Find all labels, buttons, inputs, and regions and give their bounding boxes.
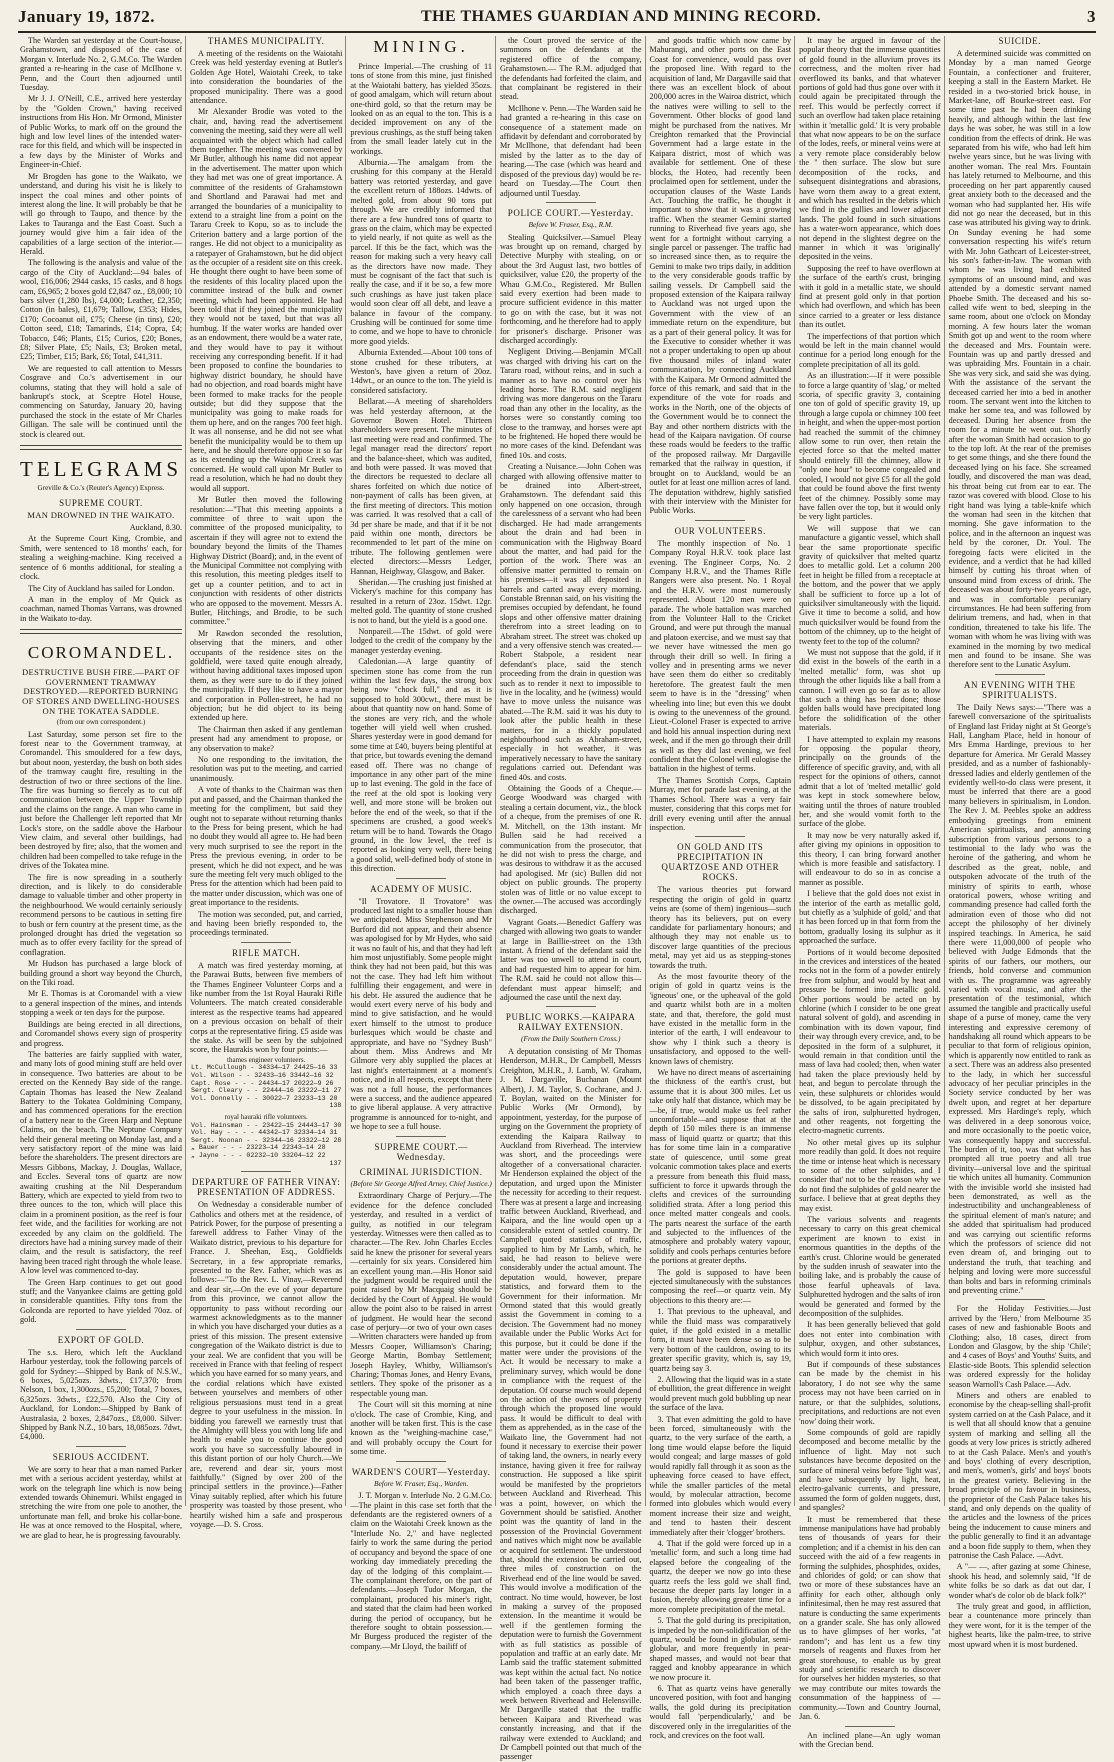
news-paragraph: 2. Allowing that the liquid was in a state of ebullition, the great difference in weight would prevent much gold bubbling up near the surface of the lava. — [649, 1375, 792, 1413]
news-paragraph: 5. That the gold during its precipitation, is impeded by the non-solidification of the quartz, would be found in globular, semi-globular, and more frequently in pear-shaped masses, and would not bear that ragged and knobby appearance in which we now procure it. — [649, 1616, 792, 1682]
article-separator — [76, 1446, 126, 1447]
score-total: 138 — [329, 1102, 342, 1110]
article-separator — [241, 942, 291, 943]
news-paragraph: Extraordinary Charge of Perjury.—The evidence for the defence concluded yesterday, and resulted in a verdict of guilty, as notified in our telegram yesterday. Witnesses were then called as to character.—The Rev. John Charles Eccles said he knew the prisoner for several years—certainly for six years. Considered him an excellent young man.—His Honor said the judgment would be required until the point raised by Mr Macquaig should be decided by the Court of Appeal. He would allow the point also to be raised in arrest of judgment. He would hear the second case of perjury—or two of your own cases—Written characters were handed up from Messrs Cooper, Williamson's Charing; George Martin, Bombay Settlement; Joseph Hayley, Whitby, Williamson's Charing; Thomas Jones, and Henry Evans, settlers. They spoke of the prisoner as a respectable young man. — [350, 1191, 492, 1398]
wardens-court-heading: WARDEN'S COURT—Yesterday. — [351, 1466, 491, 1477]
news-paragraph: It must be remembered that these immense manipulations have had probably tens of thousands of years for their completion; and if a chemist in his den can succeed with the aid of a few reagents in forming the sulphides, phosphides, oxides, and chlorides of gold; or can show that two or more of these substances have an affinity for each other, although only infinitesimal, then he may rest assured that nature is conducting the same experiments on a grander scale. She has only allowed us to have glimpses of her works, "at random"; and has lent us a few tiny morsels of reagents and fluxes from her great storehouse, to enable us by great study and scientific research to discover for ourselves her hidden mysteries, so that we may contribute our mites towards the consummation of the happiness of — community.—Town and Country Journal, Jan. 6. — [799, 1514, 941, 1722]
police-byline: Before W. Fraser, Esq., R.M. — [528, 219, 613, 229]
article-separator — [995, 674, 1045, 675]
page-number: 3 — [1086, 7, 1096, 26]
article-separator — [695, 520, 745, 521]
news-paragraph: We are sorry to hear that a man named Parker met with a serious accident yesterday, whilst at work on the telegraph line which is now being extended towards Ohinemuri. Whilst engaged in stretching the wire from one pole to another, the unfortunate man fell, and broke his collar-bone. He was at once removed to the Hospital, where, we are glad to hear, he is progressing favourably. — [20, 1464, 182, 1540]
news-paragraph: Some compounds of gold are rapidly decomposed and become metallic by the influence of light. May not such substances have become deposited on the surface of mineral veins before 'light was', and have subsequently by light, heat, electro-galvanic currents, and pressure, assumed the form of golden nuggets, dust, and spangles? — [799, 1427, 941, 1513]
news-paragraph: We must not suppose that the gold, if it did exist in the bowels of the earth in a 'melted metallic' form, was shot up through the other liquids like a ball from a cannon. I will even go so far as to allow that such a thing has been done; those golden balls would have precipitated long before the solidification of the other materials. — [799, 648, 941, 733]
telegrams-heading: TELEGRAMS — [20, 457, 182, 482]
score-row: Sergt. Cleary - - 22444—16 23222—11 27 — [191, 1087, 342, 1095]
column-6 — [799, 36, 945, 1749]
rifle-match-heading: RIFLE MATCH. — [232, 947, 301, 958]
engineers-score-table — [190, 1057, 342, 1110]
spiritualists-heading: AN EVENING WITH THE SPIRITUALISTS. — [963, 679, 1076, 700]
export-heading: EXPORT OF GOLD. — [57, 1334, 145, 1345]
news-paragraph: Supposing the reef to have overflown at the surface of the earth's crust, bringing with it gold in a metallic state, we should find at present gold only in that portion which had overflown, and which has been since carried to a greater or less distance than its outlet. — [799, 263, 941, 330]
public-works-heading: PUBLIC WORKS.—KAIPARA RAILWAY EXTENSION. — [505, 1012, 636, 1033]
news-paragraph: The Green Harp continues to get out good stuff; and the Vanyankee claims are getting gold in considerable quantities. Fifty tons from the Golconda are reported to have yielded 70oz. of gold. — [20, 1277, 182, 1325]
mining-paragraph: Sheridan.—The crushing just finished at Vickery's machine for this company has resulted in a return of 23oz. 15dwt. 12gr. melted gold. The quantity of stone crushed is not to hand, but the yield is a good one. — [350, 577, 492, 625]
news-paragraph: The Thames Scottish Corps, Captain Murray, met for parade last evening, at the Thames School. There was a very fair muster, considering that this corps met for drill every evening until after the annual inspection. — [649, 775, 792, 832]
section-divider — [20, 445, 182, 450]
mining-heading: MINING. — [373, 37, 469, 56]
masthead-rule — [18, 31, 1096, 33]
article-separator — [546, 1006, 596, 1007]
cut-note: An inclined plane—An ugly woman with the Grecian bend. — [799, 1730, 941, 1749]
mining-paragraph: Caledonian.—A large quantity of specimen stone has come from the run within the last few days, the strong box being now "chock full," and as it is supposed to hold 300cwt., there must be about that quantity now on hand. Some of the stones are very rich, and the whole together will yield well when crushed. Shares yesterday were in good demand for some time at £40, buyers being plentiful at that price, but towards evening the demand eased off. There was no change of importance in any other part of the mine up to last evening. The gold in the face of the reef at the old spot is looking very well, and more stone will be broken out before the end of the week, so that if the specimens are crushed, a good week's return will be to hand. Towards the Otago ground, in the low level, the reef is reported as looking very well, there being a good solid, well-defined body of stone in this direction. — [350, 657, 492, 874]
news-paragraph: Negligent Driving.—Benjamin M'Call was charged with driving his cart on the Tararu road, without reins, and in such a manner as to have no control over his leading horse. The R.M. said negligent driving was more dangerous on the Tararu road than any other in the locality, as the horses were so constantly coming too close to the tramway, and horses were apt to be frightened. He hoped there would be no more cases of the kind. Defendant was fined 10s. and costs. — [499, 347, 642, 460]
news-paragraph: The Court will sit this morning at nine o'clock. The case of Crombie, King, and another will be taken first. This is the case known as the "weighing-machine case," and will probably occupy the Court for some time. — [350, 1400, 492, 1457]
hauraki-score-table — [190, 1114, 342, 1167]
news-paragraph: The Warden sat yesterday at the Court-house, Grahamstown, and disposed of the case of Morgan v. Interlude No. 2, G.M.Co. The Warden granted a re-hearing in the case of McIlhone v. Penn, and the Court then adjourned until Tuesday. — [20, 36, 182, 93]
news-paragraph: Mr E. Thomas is at Coromandel with a view to a general inspection of the mines, and intends stopping a week or ten days for the purpose. — [20, 989, 182, 1018]
criminal-jurisdiction-heading: CRIMINAL JURISDICTION. — [359, 1166, 483, 1177]
column-4 — [499, 36, 646, 1762]
news-paragraph: 3. That even admitting the gold to have been forced, simultaneously with the quartz, to the very surface of the earth, a long time would elapse before the liquid would congeal; and large masses of gold would rapidly fall through it as soon as the upheaving force ceased to have effect, while the smaller particles of the metal would, by molecular attraction, become formed into globules which would every moment increase their size and weight, and tend to hasten their descent immediately after their 'clogger' brothers. — [649, 1414, 792, 1537]
news-paragraph: The imperfections of that portion which would be left in the main channel would continue for a period long enough for the complete precipitation of all its gold. — [799, 331, 941, 369]
news-paragraph: As the most favourite theory of the origin of gold in quartz veins is the 'igneous' one, or the upheaval of the gold and quartz whilst both are in a molten state, and that, therefore, the gold must have existed in the metallic form in the interior of the earth, I will endeavour to show why I think such a theory is unsatisfactory, and opposed to the well-known laws of chemistry. — [649, 971, 792, 1066]
advert-paragraph: Miners and others are enabled to economise by the cheap-selling shall-profit system carried on at the Cash Palace, and it is well that all should know that a genuine system of marking and selling all the goods at very low prices is strictly adhered to at the Cash Palace. Men's and youth's and boys' clothing of every description, and men's, women's, girls' and boys' boots in the greatest variety. Believing in the broad principle of no favour in business, the proprietor of the Cash Palace takes his stand, and only depends on the quality of the articles and the lowness of the prices being the inducement to cause miners and the public generally to find it an advantage and a boon fide supply to them, when they patronise the Cash Palace. —Advt. — [948, 1391, 1092, 1560]
police-court-heading: POLICE COURT.—Yesterday. — [507, 207, 634, 218]
news-paragraph: The gold is supposed to have been ejected simultaneously with the substances composing the reef—or quartz vein. My objections to this theory are:— — [649, 1267, 792, 1305]
news-paragraph: It has been generally believed that gold does not enter into combination with sulphur, oxygen, and other substances, which would form it into ores. — [799, 1320, 941, 1358]
supreme-court-heading: SUPREME COURT. — [59, 498, 143, 509]
municipality-heading: THAMES MUNICIPALITY. — [207, 36, 325, 46]
article-separator — [546, 202, 596, 203]
news-paragraph: 1. That previous to the upheaval, and while the fluid mass was comparatively quiet, if the gold existed in a metallic form, it must have been dense so as to be very bottom of the cauldron, owing to its greater specific gravity, which is, say 19, quartz being say 3. — [649, 1307, 792, 1373]
news-paragraph: We will suppose that we can manufacture a gigantic vessel, which shall bear the same proportionate specific gravity of quicksilver that melted quartz does to metallic gold. Let a column 200 feet in height be filled from a receptacle at the bottom, and the power that we apply shall be sufficient to force up a lot of quicksilver simultaneously with the liquid. Give it time to become a solid, and how much quicksilver would be found from the bottom of the chimney, up to the height of twenty feet to the top of the column? — [799, 523, 941, 646]
column-3 — [350, 36, 496, 1651]
telegram-paragraph: Auckland, 8.30. — [129, 523, 182, 533]
masthead — [18, 4, 1096, 30]
news-paragraph: J. T. Morgan v. Interlude No. 2 G.M.Co. —The plaint in this case set forth that the defendants are the registered owners of a claim on the Waiotahi Creek known as the "Interlude No. 2," and have neglected fairly to work the same during the period of occupancy and beyond the space of one working day immediately preceding the day of the lodging of this complaint.— The complainant therefore, on the part of defendants.—Joseph Tudor Morgan, the complainant, produced his miner's right, and stated that the claim had been worked during the period of occupancy, but he therefore sought to obtain possession.—Mr Burgess produced the register of the company.—Mr Lloyd, the bailiff of — [350, 1491, 492, 1651]
criminal-byline: (Before Sir George Alfred Arney, Chief Justice.) — [350, 1178, 492, 1188]
news-paragraph: But if compounds of these substances can be made by the chemist in his laboratory, I do not see why the same process may not have been carried on in nature, or that the sulphides, solutions, precipitations, and reductions are not even 'now' doing their work. — [799, 1360, 941, 1426]
column-5 — [649, 36, 796, 1741]
news-paragraph: The Daily News says:—"There was a farewell conversazione of the spiritualists of England last Friday night at St George's Hall, Langham Place, held in honour of Mrs Emma Hardinge, previous to her departure for America. Mr Gerald Massey presided, and as a number of fashionably-dressed ladies and elderly gentlemen of the evidently well-to-do class were present, it must be inferred that there are a good many believers in spiritualism, in London. The Rev J. M. Peebles spoke an address embodying greetings from eminent American spiritualists, and announcing subscription from various persons to a testimonial to the lady who was the heroine of the gathering, and whom he described as the great, noble, and outspoken advocate of the truth of the ministry of spirits to earth, whose oratorical powers, whose writing and commanding presence had called forth the admiration even of those who did not accept the philosophy of her divinely inspired teachings. In America, he said there were 11,000,000 of people who believed with Judge Edmonds that the spirits of our fathers, our mothers, our friends, hold converse and communion with us. The programme was agreeably varied with vocal music, and after the presentation of the testimonial, which assumed the tangible and practically useful shape of a purse of money, came the very interesting and expressive ceremony of handshaking all round which appears to be peculiar to that form of religious opinion, which is apparently now entitled to rank as a sect. There was an address also presented to the lady, in which her successful advocacy of her peculiar principles in the Society service conducted by her was dwelt upon, and regret at her departure expressed. Mrs Hardinge's reply, which was delivered in a deep sonorous voice, and more occasionally to the poetic voice, was consequently happy and successful. The burden of it, too, was that which has prompted all true poetry and all true divinity—universal love and the spiritual tie which unites all humanity. Communion with the invisible world she insisted had been demonstrated, as well as the indestructibility and unchangeableness of the spiritual element of man's nature; and she added that spiritualism had produced and was carrying out scientific reforms which the professors of science did not even dream of, and bringing out to understand the truth, that teaching and helping and loving were more successful than bolts and bars in reforming criminals and preventing crime." — [948, 702, 1092, 1295]
news-paragraph: It may be argued in favour of the popular theory that the immense quantities of gold found in the alluvium proves its correctness, and the molten river had overflowed its banks, and that whatever portions of gold had thus gone over with it could again be precipitated through the reef. This would be perfectly correct if such an overflow had taken place retaining within it 'metallic gold.' It is very probable that what now appears to be on the surface of the lodes, reefs, or mineral veins were at a very remote place considerably below the " then surface. The slow but sure decomposition of the rocks, and subsequent disintegrations and abrasions, have worn them away to a great extent, and which has resulted in the debris which we find in the gullies and lower adjacent lands. The gold found in such situations has a water-worn appearance, which does not depend in the slightest degree on the manner in which it was 'originally' deposited in the veins. — [799, 36, 941, 262]
drowned-heading: MAN DROWNED IN THE WAIKATO. — [27, 510, 175, 521]
hauraki-caption: royal hauraki rifle volunteers. — [224, 1113, 308, 1121]
mining-paragraph: Alburnia Extended.—About 100 tons of stone crushed for these tributers, at Weston's, have given a return of 20oz. 14dwt., or an ounce to the ton. The yield is considered satisfactory. — [350, 348, 492, 395]
news-paragraph: McIlhone v. Penn.—The Warden said he had granted a re-hearing in this case on consequence of a statement made on affidavit by defendant and corroborated by Mr McIlhone, that defendant had been misled by the latter as to the day of hearing.—The case (which was heard and disposed of the previous day) would be re-heard on Tuesday.—The Court then adjourned until Tuesday. — [499, 103, 642, 198]
column-2 — [190, 36, 346, 1529]
article-separator — [396, 1136, 446, 1137]
columns — [20, 36, 1094, 1762]
supreme-court-heading: SUPREME COURT.—Wednesday. — [374, 1141, 468, 1162]
advert-paragraph: The truly great and good, in affliction, bear a countenance more princely than they were wont, for it is the temper of the highest hearts, like the palm-tree, to strive most upward when it is most burdened. — [948, 1602, 1092, 1649]
news-paragraph: I believe that the gold does not exist in the interior of the earth as metallic gold, but chiefly as a 'sulphide of gold,' and that it has been forced up in that form from the bottom, gradually losing its sulphur as it approached the surface. — [799, 889, 941, 946]
news-paragraph: The Chairman then asked if any gentleman present had any amendment to propose, or any observation to make? — [190, 724, 343, 753]
article-separator — [76, 1329, 126, 1330]
news-paragraph: The various theories put forward respecting the origin of gold in quartz veins are (some of them) ingenious—such theory has its believers, put on every candidate for parliamentary honours; and although they may not enable us to discover large quantities of the precious metal, may yet aid us as stepping-stones towards the truth. — [649, 885, 792, 970]
newspaper-title: THE THAMES GUARDIAN AND MINING RECORD. — [420, 8, 822, 25]
news-paragraph: As an illustration:—If it were possible to force a large quantity of 'slag,' or melted scoria, of specific gravity 3, containing one ton of gold of specific gravity 19, up through a large cupola or chimney 100 feet in height, and when the upper-most portion had reached the summit of the chimney allow some to run over, then retain the ejected force so that the melted matter should entirely fill the chimney, allow it "only one hour" to become congealed and cooled, I would not give £5 for all the gold that could be found above the first twenty feet of the chimney. Possibly some may have fallen over the top, but it would only be very light particles. — [799, 371, 941, 522]
article-separator — [845, 1726, 895, 1727]
gold-heading: ON GOLD AND ITS PRECIPITATION IN QUARTZOSE AND OTHER ROCKS. — [661, 842, 780, 883]
news-paragraph: The batteries are fairly supplied with water, and many lots of good mining stuff are held over in consequence. Two batteries are about to be erected on the Kennedy Bay side of the range. Captain Thomas has leased the New Zealand Battery to the Tokatea Goldmining Company, and has commenced operations for the erection of a battery near to the Green Harp and Neptune Claims, on the beach. The Neptune Company held their general meeting on Monday last, and a very satisfactory report of the mine was laid before the shareholders. The present directors are Messrs Gibbons, Mackay, J. Douglas, Wallace, and Eccles. Several tons of quartz are now awaiting crushing at the Nil Desperandum Battery, which are expected to yield from two to three ounces to the ton, which will place this claim in a prominent position, as the reef is four feet wide, and the facilities for working are not exceeded by any claim on the goldfield. The directors have had a mining survey made of their claim, and the result is satisfactory, the reef having been traced right through the whole lease. A low level was commenced to-day. — [20, 1049, 182, 1276]
news-paragraph: The monthly inspection of No. 1 Company Royal H.R.V. took place last evening. The Engineer Corps, No. 2 Company H.R.V., and the Thames Rifle Rangers were also present. No. 1 Royal and the H.R.V. were most numerously represented. About 120 men were on parade. The whole battalion was marched from the Volunteer Hall to the Cricket Ground, and were put through the manual and platoon exercise, and we must say that we never have witnessed the men go through their drill so well. In firing a volley and in presenting arms we never have seen them do either so creditably heretofore. The greatest fault the men seem to have is in the "dressing" when wheeling into line; but even this we doubt is owing to the unevenness of the ground. Lieut.-Colonel Fraser is expected to arrive and hold his annual inspection during next week, and if the men go through their drill as well as they did last evening, we feel confident that the Colonel will eulogise the battalion in the highest of terms. — [649, 538, 792, 774]
telegram-paragraph: The City of Auckland has sailed for London. — [28, 583, 175, 593]
music-heading: ACADEMY OF MUSIC. — [370, 883, 473, 894]
news-paragraph: the Court proved the service of the summons on the defendants at the registered office of the company, Grahamstown.— The R.M. adjudged that the defendants had forfeited the claim, and that complainant be registered in their stead. — [499, 36, 642, 102]
public-works-credit: (From the Daily Southern Cross.) — [521, 1034, 621, 1044]
coromandel-credit: (from our own correspondent.) — [56, 718, 146, 727]
news-paragraph: Mr Brogden has gone to the Waikato, we understand, and during his visit he is likely to inspect the coal mines and other points of interest along the line. It will probably be that he will go through to Taupo, and thence by the Lakes to Tauranga and the East Coast. Such a journey would give him a fair idea of the capabilities of a large section of the interior.—Herald. — [20, 171, 182, 256]
score-row: „ Jayne - - - 02232—10 33204—12 22 — [191, 1151, 326, 1159]
news-paragraph: Vagrant Goats.—Benedict Gaffery was charged with allowing two goats to wander at large in Baillie-street on the 13th instant. A friend of the defendant said the latter was too unwell to attend in court, and had requested him to appear for him. The R.M. said he could not allow this—defendant must appear himself; and adjourned the case until the next day. — [499, 917, 642, 1002]
news-paragraph: A deputation consisting of Mr Thomas Henderson, M.H.R., Dr Campbell, Messrs Creighton, M.H.R., J. Lamb, W. Graham, J. M. Dargaville, Buchanan (Mount Albert), J. M. Taylor, S. Cochrane, and J. T. Boylan, waited on the Minister for Public Works (Mr Ormond), by appointment, yesterday, for the purpose of urging on the Government the propriety of extending the Kaipara Railway to Auckland from Riverhead. The interview was short, and the proceedings were altogether of a conversational character. Mr Henderson explained the object of the deputation, and urged upon the Minister the necessity for acceding to their request. There was at present a large and increasing traffic between Auckland, Riverhead, and Kaipara, and the line would open up a considerable extent of settled country. Dr Campbell quoted statistics of traffic, supplied to him by Mr Lamb, which, he said, he had reason to believe were considerably under the actual amount. The deputation would, however, prepare statistics, and forward them to the Government for their information. Mr Ormond stated that this would greatly assist the Government in coming to a decision. The Government had no money available under the Public Works Act for this purpose, but it could be done if the matter were under the provisions of the Act. It would be necessary to make a preliminary survey, which would be done in compliance with the request of the deputation. Of course much would depend on the action of the owners of property through which the proposed line would pass. It would be difficult to deal with them as apprehended, as in the case of the Waikato line, the Government had not found it necessary to exercise their power of taking land, the owners, in nearly every instance, having given it free for railway construction. He supposed a like spirit would be manifested by the proprietors between Auckland and Riverhead. This was a point, however, on which the Government should be satisfied. Another point was the quantity of land in the possession of the Provincial Government and natives which might now be available or acquired for settlement. The understood that, should the extension be carried out, three miles of construction on the Riverhead end of the line would be saved. This would involve a modification of the contract. No time would, however, be lost in making a survey of the proposed extension. In the meantime it would be well if the gentlemen forming the deputation were to furnish the Government with as full statistics as possible of population and traffic at an early date. Mr Lamb said the traffic statement submitted was kept within the actual fact. No notice had been taken of the passenger traffic, which employed a coach three days a week between Riverhead and Helensville. Mr Dargaville stated that the traffic between Kaipara and Riverhead was constantly increasing, and that if the railway were extended to Auckland; and Dr Campbell pointed out that much of the passenger — [499, 1047, 642, 1762]
news-paragraph: Mr Alexander Brodie was voted to the chair, and, having read the advertisement convening the meeting, said they were all well acquainted with the object which had called them together. The meeting was convened by Mr Butler, although his name did not appear in the advertisement. The matter upon which they had met was one of great importance. A committee of the residents of Grahamstown and Shortland and Parawai had met and arranged the boundaries of a municipality to extend to a straight line from a point on the Tararu Creek to Kopu, so as to include the Criterion battery and a large portion of the ranges. He did not object to a municipality as a ratepayer of Grahamstown, but he did object as the occupier of a resident site on this creek. He thought there ought to have been some of the residents of this locality placed upon the committee instead of the bulk and owner meeting, which had been appointed. He had been told that if they joined the municipality they would not be taxed, but that was all humbug. If the water works are handed over as an endowment, there would be a water rate, and they would have to pay it without receiving any corresponding benefit. If it had been proposed to confine the boundaries to highway district boundary, he should have had no objection, and road boards might have been formed to make tracks for the people outside; but did they suppose that the municipality was going to make roads for them up here, and on the ranges 700 feet high. It was all nonsense, and he did not see what benefit the municipality would be to them up here, and he should therefore oppose it so far as its extending up the Waiotahi Creek was concerned. He would call upon Mr Butler to read a resolution, which he had no doubt they would all support. — [190, 107, 343, 493]
news-paragraph: 6. That as quartz veins have generally uncovered position, with foot and hanging walls, the gold during its precipitation would fall 'perpendicularly,' and be discovered only in the irregularities of the rock, and crevices on the foot wall. — [649, 1684, 792, 1741]
news-paragraph: Mr Rawdon seconded the resolution, observing that the miners, and other occupants of the residence sites on the goldfield, were taxed quite enough already, without having additional taxes imposed upon them, as they were sure to do if they joined the municipality. If they like to have a mayor and corporation in Pollen-street, he had no objection; but he did object to its being extended up here. — [190, 628, 343, 723]
mining-paragraph: Bellarat.—A meeting of shareholders was held yesterday afternoon, at the Governor Bowen Hotel. Thirteen shareholders were present. The minutes of last meeting were read and confirmed. The legal manager read the directors' report and the balance-sheet, which was audited, and both were passed. It was moved that the directors be requested to declare all shares forfeited on which due notice of non-payment of calls has been given, at the first meeting of directors. This motion was carried. It was resolved that a call of 3d per share be made, and that if it be not paid within one month, directors be recommended to let part of the mine on tribute. The following gentlemen were elected directors:—Messrs Ledger, Hannan, Heighway, Glasgow, and Baker. — [350, 397, 492, 576]
suicide-heading: SUICIDE. — [998, 36, 1042, 46]
news-paragraph: Creating a Nuisance.—John Cohen was charged with allowing offensive matter to be drained into Albert-street, Grahamstown. The defendant said this only happened on one occasion, through the carelessness of a servant who had been discharged. He had made arrangements about the drain and had been in communication with the Highway Board about the matter, and had paid for the portion of the work. There was an offensive matter permitted to remain on his premises—it was all deposited in barrels and carted away every morning. Constable Brennan said, on his visiting the premises occupied by defendant, he found slops and other offensive matter draining therefrom into a street leading on to Abraham street. The street was choked up and a very offensive stench was created.—Robert Stabpole, a resident near defendant's place, said the stench proceeding from the drain in question was such as to render it next to impossible to live in the locality, and he (witness) would have to move unless the nuisance was abated.—The R.M. said it was his duty to look after the public health in these matters, for in a thickly populated neighbourhood such as Abraham-street, especially in hot weather, it was imperatively necessary to have the sanitary regulations carried out. Defendant was fined 40s. and costs. — [499, 462, 642, 782]
news-paragraph: The motion was seconded, put, and carried, and having been briefly responded to, the proceedings terminated. — [190, 909, 343, 938]
news-paragraph: It may now be very naturally asked if, after giving my opinions in opposition to this theory, I can bring forward another which is more feasible and satisfactory. I will endeavour to do so in as concise a manner as possible. — [799, 830, 941, 887]
news-paragraph: No other metal gives up its sulphur more readily than gold. It does not require the time or intense heat which is necessary to some of the other sulphides, and I consider that' not to be the reason why we do not find the sulphides of gold nearer the surface. I believe that at great depths they may exist. — [799, 1137, 941, 1213]
news-paragraph: Mr Butler then moved the following resolution:—"That this meeting appoints a committee of three to wait upon the committee of the proposed municipality, to ascertain if they will agree not to extend the boundary beyond the limits of the Thames Highway District (Board); and, in the event of the Municipal Committee not complying with this resolution, this meeting pledges itself to get up a counter petition, and to act in conjunction with residents of other districts who are opposed to the movement. Messrs A. Butler, Hitchings, and Brodie, to be such committee." — [190, 495, 343, 627]
telegrams-credit: Greville & Co.'s (Reuter's Agency) Express. — [37, 484, 165, 493]
mining-paragraph: Nonpareil.—The 15dwt. of gold were lodged to the credit of the company by the manager yesterday evening. — [350, 626, 492, 655]
news-paragraph: The fire is now spreading in a southerly direction, and is likely to do considerable damage to valuable timber and other property in the neighbourhood. We would certainly seriously recommend persons to be cautious in setting fire to bush or fern country at the present time, as the prolonged drought has dried the vegetation so much as to offer every facility for the spread of conflagration. — [20, 872, 182, 957]
article-separator — [396, 1461, 446, 1462]
news-paragraph: Last Saturday, some person set fire to the forest near to the Government tramway, at Coromandel. This smouldered for a few days, but about noon, yesterday, the bush on both sides of the tramway caught fire, resulting in the destruction of two or three sections of the line. The fire was burning so fiercely as to cut off communication between the Upper Township and the claims on the range. A man who came in just before the Challenger left reported that Mr Lock's store, on the saddle above the Harbour View claim, and several other buildings, had been destroyed by fire; also, that the women and children had been compelled to take refuge in the drives of the Tokatea mine. — [20, 729, 182, 871]
article-separator — [241, 1171, 291, 1172]
news-paragraph: The various solvents and reagents necessary to carry on this great chemical experiment are known to exist in enormous quantities in the depths of the earth's crust. Chlorine would be generated by the sudden inrush of seawater into the boiling lake, and is probably the cause of those fearful upheavals of lava. Sulphuretted hydrogen and the salts of iron would be generated and formed by the decomposition of the sulphides. — [799, 1214, 941, 1319]
score-row: Vol. Hay - - - - 44342—17 32334—14 31 — [191, 1129, 338, 1137]
column-7 — [948, 36, 1094, 1649]
news-paragraph: A match was fired yesterday morning, at the Parawai Butts, between five members of the Thames Engineer Volunteer Corps and a like number from the 1st Royal Hauraki Rifle Volunteers. The match created considerable interest as the respective teams had appeared on a previous occasion on behalf of their corps at the representative firing. £5 aside was the stake. As will be seen by the subjoined score, the Haurakis won by four points:— — [190, 960, 343, 1055]
coromandel-subheading: DESTRUCTIVE BUSH FIRE.—PART OF GOVERNMENT TRAMWAY DESTROYED.—REPORTED BURNING OF STORES AND DWELLING-HOUSES ON THE TOKATEA SADDLE. — [22, 667, 180, 716]
mining-paragraph: Prince Imperial.—The crushing of 11 tons of stone from this mine, just finished at the Waiotahi battery, has yielded 35ozs. of good amalgam, which will return about one-third gold, so that the return may be looked on as an equal to the ton. This is a decided improvement on any of the previous crushings, as the stuff being taken from the small leader lately cut in the workings. — [350, 62, 492, 156]
issue-date: January 19, 1872. — [18, 7, 155, 26]
news-paragraph: We are requested to call attention to Messrs Cosgrave and Co.'s advertisement in our columns, stating that they will hold a sale of bankrupt's stock, at Sceptre Hotel House, commencing on Saturday, January 20, having purchased the stock in the estate of Mr Charles Gilligan. The sale will be continued until the stock is cleared out. — [20, 363, 182, 439]
telegram-paragraph: At the Supreme Court King, Crombie, and Smith, were sentenced to 18 months' each, for stealing a weighing-machine. King received a sentence of 6 months additional, for stealing a clock. — [20, 534, 182, 582]
departure-heading: DEPARTURE OF FATHER VINAY: PRESENTATION OF ADDRESS. — [191, 1177, 341, 1198]
mining-paragraph: Alburnia.—The amalgam from the crushing for this company at the Herald battery was retorted yesterday, and gave the excellent return of 188ozs. 14dwts. of melted gold, from about 90 tons put through. We are credibly informed that there are a few hundred tons of quartz to grass on the claim, which may be expected to yield nearly, if not quite as well as the parcel. If this be the fact, which was the reason for making such a very heavy call as the directors have now made. They must be cognisant of the fact that such is really the case, and if it be so, a few more such crushings as have just taken place would soon clear off all debt, and leave a balance in favour of the company. Crushing will be continued for some time to come, and we hope to have to chronicle more good yields. — [350, 158, 492, 346]
news-paragraph: Buildings are being erected in all directions, and Coromandel shows every sign of prosperity and progress. — [20, 1019, 182, 1048]
score-row: Vol. Wilson - - 32433—16 33442—16 32 — [191, 1072, 334, 1080]
advert-paragraph: A "— —, after gazing at some Chinese, shook his head, and solemnly said, "If de white folks be so dark as dat out dar, I wonder what's de color ob de black folk?" — [948, 1562, 1092, 1600]
news-paragraph: On Wednesday a considerable number of Catholics and others met at the residence, of Patrick Power, for the purpose of presenting a farewell address to Father Vinay of the Waikato district, previous to his departure for France. J. Sheehan, Esq., Goldfields Secretary, in a few appropriate remarks, presented to the Rev. Father, which was as follows:—"To the Rev. L. Vinay,—Reverend and dear sir,—On the eve of your departure from this province, we cannot allow the opportunity to pass without recording our warmest acknowledgments as to the manner in which you have discharged your duties as a priest of this mission. The present extensive congregation of the Waikato district is due to your zeal. We are confident that you will be received in France with that feeling of respect which you have earned for so many years, and the cordial relations which have existed between yourselves and members of other religious persuasions must tend in a great degree to your usefulness in the mission. In bidding you farewell we earnestly trust that the Almighty will bless you with long life and health to enable you to continue the good work you have so successfully laboured in this distant portion of our holy Church.—We are, reverend and dear sir, yours most faithfully." (Signed by over 200 of the principal settlers in the province.)—Father Vinay suitably replied, after which his future prosperity was toasted by those present, who heartily wished him a safe and prosperous voyage.—D. S. Cross. — [190, 1200, 343, 1529]
wardens-byline: Before W. Fraser, Esq., Warden. — [373, 1478, 469, 1488]
news-paragraph: Mr J. J. O'Neill, C.E., arrived here yesterday by the "Golden Crown," having received instructions from His Hon. Mr Ormond, Minister of Public Works, to mark off on the ground the high and low level lines of the intended water-race for this field, and which will be inspected in a few days by the Minister of Works and Engineer-in-Chief. — [20, 94, 182, 170]
news-paragraph: Mr Hudson has purchased a large block of building ground a short way beyond the Church, on the Tiki road. — [20, 959, 182, 988]
score-row: Vol. Donnelly - - 30022—7 23233—13 20 — [191, 1094, 338, 1102]
news-paragraph: "Il Trovatore. Il Trovatore" was produced last night to a smaller house than we anticipated. Miss Stephenson and Mr Burford did not appear, and their absence was apologised for by Mr Hydes, who said it was no fault of his, and that they had left him most unjustifiably. Some people might think they had not been paid, but this was not the case. They had left him without fulfilling their engagement, and were in his debt. He assured the audience that he would exert every nerve of his body and mind to give satisfaction, and he would exert himself to the utmost to produce burlesques which would be chaste and appropriate, and have no "Sydney Bush" about them. Miss Andrews and Mr Gilmore very ably supplied the places at last night's entertainment at a moment's notice, and in all respects, except that there was not a full house, the performances were a success, and the audience appeared to give liberal applause. A very attractive programme is announced for to-night, and we hope to see a full house. — [350, 896, 492, 1132]
news-paragraph: A vote of thanks to the Chairman was then put and passed, and the Chairman thanked the meeting for the compliment, but said they ought not to separate without returning thanks to the Press for being present, which he had no doubt they would all agree to. He had been very much surprised to see the report in the Press the previous evening, in order to be present, which he did not expect, and he was sure the meeting felt very much obliged to the Press for the attention which had been paid to the matter under discussion, which was one of great importance to the residents. — [190, 785, 343, 908]
volunteers-heading: OUR VOLUNTEERS. — [674, 525, 766, 536]
news-paragraph: We have no direct means of ascertaining the thickness of the earth's crust, but assume that it is about 300 miles. Let us take only half that distance, which may be—be, if true, would make us feel rather uncomfortable—and suppose that at the depth of 150 miles there is an immense mass of liquid quartz or quartz; that this has for some time lain in a comparative state of quiescence, until some great volcanic commotion takes place and exerts a pressure from beneath this fluid mass, sufficient to force it upwards through the clefts and crevices of the surrounding solidified strata. After a long period this once melted matter congeals and cools. The parts nearest the surface of the earth and subjected to the influences of the atmosphere and probably watery vapour, solidify and cools perhaps centuries before the portions at greater depths. — [649, 1068, 792, 1266]
section-divider — [20, 629, 182, 634]
news-paragraph: A meeting of the residents on the Waiotahi Creek was held yesterday evening at Butler's Golden Age Hotel, Waiotahi Creek, to take into consideration the boundaries of the proposed municipality. There was a good attendance. — [190, 49, 343, 106]
news-paragraph: Stealing Quicksilver.—Samuel Pleay was brought up on remand, charged by Detective Murphy with stealing, on or about the 3rd August last, two bottles of quicksilver, value £20, the property of the Whau G.M.Co., Registered. Mr Bullen said every exertion had been made to procure sufficient evidence in this matter to go on with the case, but it was not forthcoming, and he therefore had to apply for prisoner's discharge. Prisoner was discharged accordingly. — [499, 232, 642, 345]
score-row: „ Bauer - - - 23223—14 22343—14 28 — [191, 1144, 326, 1152]
news-paragraph: No one responding to the invitation, the resolution was put to the meeting, and carried unanimously. — [190, 755, 343, 783]
article-separator — [995, 1299, 1045, 1300]
telegram-paragraph: A man in the employ of Mr Quick as coachman, named Thomas Varrans, was drowned in the Waikato to-day. — [20, 594, 182, 623]
accident-heading: SERIOUS ACCIDENT. — [52, 1451, 150, 1462]
column-1 — [20, 36, 186, 1540]
news-paragraph: Portions of it would become deposited in the crevices and interstices of the heated rocks not in the form of a powder entirely free from sulphur, and would by heat and pressure be formed into metallic gold. Other portions would be acted on by chlorine (which I consider to be one great natural solvent of gold), and ascending in combination with its down vapour, find their way through every crevice, and, to be deposited in the form of a sulphuret, it would remain in that condition until the mass of lava had cooled; then, when water had taken the place previously held by heat, and begun to percolate through the vein, these sulphurets or chlorides would be dissolved, to be again precipitated by the salts of iron, sulphuretted hydrogen, and other reagents, not forgetting the electro-magnetic currents. — [799, 947, 941, 1136]
news-paragraph: A determined suicide was committed on Monday by a man named George Fountain, a confectioner and fruiterer, keeping a stall in the Eastern Market. He resided in a two-storied brick house, in Market-lane, off Bourke-street east. For some time past he had been drinking heavily, and although within the last few days he was sober, he was still in a low condition from the effects of drink. He was separated from his wife, who had left him twelve years since, but he was living with another woman. The real Mrs. Fountain has lately returned to Melbourne, and this proceeding on her part apparently caused great anxiety both to the deceased and the woman who had supplanted her. His wife did not go near the deceased, but in this case was attributed his giving way to drink. On Sunday evening he had some conversation respecting his wife's return with Mr. John Gathcart of Leicester-street, his son's father-in-law. The woman with whom he was living had exhibited symptoms of an unsound mind, and was attended by a domestic servant named Phoebe Smith. The deceased and his so-called wife went to bed, sleeping in the same room, about one o'clock on Monday morning. A few hours later the woman Smith got up and went to the room where the deceased and Mrs. Fountain were. Fountain was up and partly dressed and was upbraiding Mrs. Fountain in a chair. She was very sick, and said she was dying. With the assistance of the servant the deceased carried her into a bed in another room. The servant went into the kitchen to make her some tea, and was followed by deceased. During her absence from the room for a minute he went out. Shortly after the woman Smith had occasion to go to the top loft. At the rear of the premises to get some things, and she there found the deceased lying on his face. She screamed loudly, and discovered the man was dead, his throat being cut from ear to ear. The razor was covered with blood. Close to his right hand was lying a table-knife which the woman had seen in the kitchen that morning. She gave information to the police, and in the afternoon an inquest was held by the coroner, Dr. Youl. The foregoing facts were elicited in the evidence, and a verdict that he had killed himself by cutting his throat when of unsound mind from excess of drink. The deceased was about forty-two years of age, and was in comfortable pecuniary circumstances. He had been suffering from delirium tremens, and had, when in that condition, threatened to take his life. The woman with whom he was living with was examined in the morning by two medical men and found to be insane. She was therefore sent to the Lunatic Asylum. — [948, 49, 1092, 670]
advert-paragraph: For the Holiday Festivities.—Just arrived by the 'Hero,' from Melbourne 35 cases of new and fashionable Boots and Clothing; also, 18 cases, direct from London and Glasgow, by the ship 'Chile'; and 4 cases of Boys' and Youths' Suits, and Elastic-side Boots. This splendid selection was ordered expressly for the holiday season Warnoll's Cash Palace.—Adv. — [948, 1304, 1092, 1389]
score-row: Sergt. Noonan - - 32344—16 23322—12 28 — [191, 1136, 342, 1144]
score-row: Vol. Hainsman - - 23422—15 24443—17 30 — [191, 1121, 342, 1129]
score-row: Lt. McCullough - 34334—17 24425—16 33 — [191, 1064, 338, 1072]
engineers-caption: thames engineer volunteers. — [227, 1055, 306, 1064]
article-separator — [695, 836, 745, 837]
article-separator — [396, 878, 446, 879]
news-paragraph: and goods traffic which now came by Mahurangi, and other ports on the East Coast for convenience, would pass over the proposed line. With regard to the acquisition of land, Mr Dargaville said that there was an excellent block of about 200,000 acres in the Wairoa district, which the natives were willing to sell to the Government. Other blocks of good land might be purchased from the natives. Mr Creighton remarked that the Provincial Government had a large estate in the Kaipara district, most of which was available for settlement. One of these blocks, the Hoteo, had recently been proclaimed open for settlement, under the occupation clauses of the Waste Lands Act. Touching the traffic, he thought it important to show that it was a growing traffic. When the steamer Gemini started running to Riverhead five years ago, she went for a fortnight without carrying a single parcel or passenger. The traffic had so increased since then, as to require the Gemini to make two trips daily, in addition to the very considerable goods traffic by sailing vessels. Dr Campbell said the proposed extension of the Kaipara railway to Auckland was not urged upon the Government with the view of an immediate return on the expenditure, but as a part of their general policy. It was for the Executive to consider whether it was not a proper undertaking to open up about five thousand miles of inland water communication, by connecting Auckland with the Kaipara. Mr Ormond admitted the force of this remark, and said that in the expenditure of the vote for roads and works in the North, one of the objects of the Government would be to connect the Bay and other northern districts with the head of the Kaipara navigation. Of course these roads would be feeders to the traffic of the proposed railway. Mr Dargaville remarked that the railway in question, if brought on to Auckland, would be an outlet for at least one million acres of land. The deputation withdrew, highly satisfied with their interview with the Minister for Public Works. — [649, 36, 792, 516]
news-paragraph: 4. That if the gold were forced up in a 'metallic' form, and such a long time had elapsed before the congealing of the quartz, the deeper we now go into these quartz reefs the less gold we shall find, because the deeper parts lay longer in a fusion, thereby allowing greater time for a more complete precipitation of the metal. — [649, 1538, 792, 1614]
news-paragraph: Obtaining the Goods of a Cheque.— George Woodward was charged with stealing a certain document, viz., the block of a cheque, from the premises of one R. M. Mitchell, on the 13th instant. Mr Bullen said he had received a communication from the prosecutor, that he did not wish to press the charge, and was desirous to withdraw it as the accused had apologised. Mr (sic) Bullen did not object on public grounds. The property stolen was of little or no value except to the owner.—The accused was accordingly discharged. — [499, 784, 642, 916]
news-paragraph: The following is the analysis and value of the cargo of the City of Auckland:—94 bales of wool, £16,006; 2944 casks, 15 casks, and 8 hogs cam, £6,965; 2 boxes gold £2,847 oz., £8,000; 10 bars silver (1,280 lbs), £4,000; Leather, £2,350; Cotton (in bales), £1,679; Tallow, £353; Hides, £170; Cocoanut oil, £75; Cheese (in tins), £20; Cotton seed, £18; Tamarinds, £14; Copra, £4; Tobacco, £46; Plants, £15; Curios, £20; Bones, £8; Silver Plate, £5; Nails, £3; Broken metal, £25; Timber, £15; Bark, £6; Total, £41,311. — [20, 258, 182, 362]
news-paragraph: I have attempted to explain my reasons for opposing the popular theory, principally on the grounds of the difference of specific gravity, and, with all respect for the opinions of others, cannot admit that a lot of 'melted metallic' gold was kept in stock somewhere below, waiting until the throes of nature troubled her, and she would vomit forth to the surface of the globe. — [799, 734, 941, 829]
coromandel-heading: COROMANDEL. — [27, 643, 175, 663]
score-total: 137 — [329, 1159, 342, 1167]
news-paragraph: The s.s. Hero, which left the Auckland Harbour yesterday, took the following parcels of gold for Sydney:—Shipped by Bank of N.S.W., 6 boxes, 5,025ozs. 3dwts., £17,370; from Nelson, 1 box, 1,300ozs., £5,200; Total, 7 boxes, 6,325ozs. 3dwts., £22,570. Also the City of Auckland, for London:—Shipped by Bank of Australasia, 2 boxes, 2,847ozs., £8,000. Silver: Shipped by Bank N.Z., 10 bars, 18,085ozs. 7dwt, £4,000. — [20, 1347, 182, 1442]
score-row: Capt. Rose - - - 24434—17 20222—9 26 — [191, 1079, 334, 1087]
